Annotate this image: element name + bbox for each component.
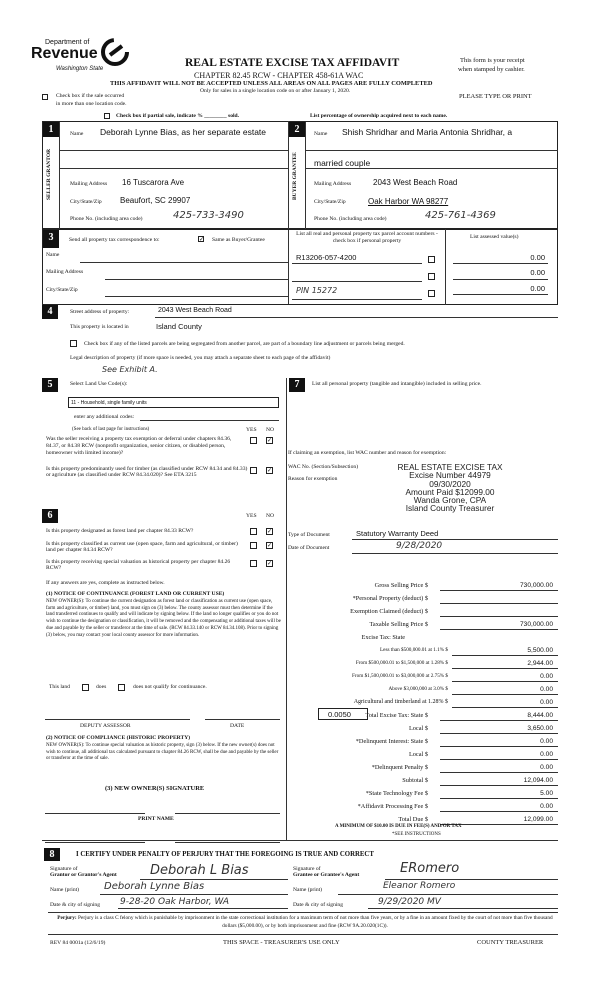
tax-row-value[interactable]: 0.00 bbox=[540, 673, 553, 680]
same-as-buyer-label: Same as Buyer/Grantee bbox=[212, 237, 265, 243]
seller-phone-field[interactable]: 425-733-3490 bbox=[173, 210, 244, 221]
assessed-value-3[interactable]: 0.00 bbox=[530, 284, 545, 293]
logo-revenue: Revenue bbox=[31, 45, 98, 62]
note: Only for sales in a single location code on or after January 1, 2020. bbox=[200, 88, 351, 94]
forest-no-checkbox[interactable]: ✓ bbox=[267, 529, 273, 535]
land-use-label: Select Land Use Code(s): bbox=[70, 381, 128, 387]
print-name-label: PRINT NAME bbox=[138, 816, 174, 822]
grantor-date-city[interactable]: 9-28-20 Oak Harbor, WA bbox=[120, 897, 230, 907]
perjury-bold: Perjury: bbox=[57, 915, 77, 921]
perjury-text: Perjury is a class C felony which is punishable by imprisonment in the state correctional institution for a maximum term of not more than five years, or by a fine in an amount fixed by the court of not more than five thousand dollars ($5,000.00), or by both imprisonment and fine (RCW 9A.20.020(1C)). bbox=[78, 915, 553, 929]
tax-row-value[interactable]: 0.00 bbox=[540, 803, 553, 810]
if-yes-note: If any answers are yes, complete as instructed below. bbox=[46, 580, 165, 586]
exemption-yes-checkbox[interactable] bbox=[250, 437, 257, 444]
grantee-date-city[interactable]: 9/29/2020 MV bbox=[378, 897, 441, 907]
tax-row-value[interactable]: 8,444.00 bbox=[527, 712, 553, 719]
type-print: PLEASE TYPE OR PRINT bbox=[459, 93, 532, 100]
tax-row-label: *Personal Property (deduct) $ bbox=[352, 595, 428, 602]
tax-row-label: Local $ bbox=[408, 725, 428, 732]
tax-row-value[interactable]: 0.00 bbox=[540, 699, 553, 706]
partial-sale-label: Check box if partial sale, indicate % ________ sold. bbox=[116, 113, 240, 119]
grantor-name-label: Name (print) bbox=[50, 887, 80, 893]
tax-row-label: Local $ bbox=[408, 751, 428, 758]
grantor-date-label: Date & city of signing bbox=[50, 902, 101, 908]
personal-property-checkbox-3[interactable] bbox=[428, 290, 435, 297]
timber-no-checkbox[interactable]: ✓ bbox=[267, 468, 273, 474]
tax-row-value[interactable]: 0.00 bbox=[540, 751, 553, 758]
land-use-value: 11 - Household, single family units bbox=[71, 400, 147, 406]
buyer-address-field[interactable]: 2043 West Beach Road bbox=[373, 178, 458, 187]
segregate-checkbox[interactable] bbox=[70, 340, 77, 347]
seller-phone-label: Phone No. (including area code) bbox=[70, 216, 143, 222]
grantee-date-label: Date & city of signing bbox=[293, 902, 344, 908]
logo-emblem-icon bbox=[100, 37, 130, 67]
tax-row-label: Gross Selling Price $ bbox=[374, 582, 428, 589]
grantor-name-print[interactable]: Deborah Lynne Bias bbox=[104, 881, 205, 892]
exemption-question: Was the seller receiving a property tax exemption or deferral under chapters 84.36, 84.37, or 84.38 RCW (nonprofit organization, senior citizen, or disabled person, homeowner with limited income)? bbox=[46, 436, 232, 457]
exemption-label: If claiming an exemption, list WAC number and reason for exemption: bbox=[288, 450, 447, 456]
stamp-line-5: Wanda Grone, CPA bbox=[413, 495, 487, 506]
tax-row-value[interactable]: 0.00 bbox=[540, 686, 553, 693]
tax-row-label: *State Technology Fee $ bbox=[365, 790, 428, 797]
current-use-question: Is this property classified as current use (open space, farm and agricultural, or timber) land per chapter 84.34 RCW? bbox=[46, 541, 238, 553]
same-as-buyer-checkbox[interactable]: ✓ bbox=[199, 237, 205, 243]
stamp-line-4: Amount Paid $12099.00 bbox=[405, 486, 495, 497]
form-subtitle: CHAPTER 82.45 RCW - CHAPTER 458-61A WAC bbox=[194, 71, 364, 80]
compliance-text: NEW OWNER(S): To continue special valuation as historic property, sign (3) below. If the new owner(s) does not wish to continue, all additional tax calculated pursuant to chapter 84.26 RCW, shall be due and payable by the seller or transferor at the time of sale. bbox=[46, 743, 279, 762]
multi-location-label-2: in more than one location code. bbox=[56, 101, 127, 107]
certify-statement: I CERTIFY UNDER PENALTY OF PERJURY THAT THE FOREGOING IS TRUE AND CORRECT bbox=[76, 851, 374, 858]
section-1-number: 1 bbox=[43, 122, 59, 137]
partial-sale-checkbox[interactable] bbox=[104, 113, 110, 119]
reason-label: Reason for exemption bbox=[288, 476, 338, 482]
tax-row-label: Total Excise Tax: State $ bbox=[365, 712, 428, 719]
buyer-name-line-2[interactable]: married couple bbox=[314, 158, 371, 168]
seller-name-label: Name bbox=[70, 131, 84, 137]
section-6-number: 6 bbox=[42, 509, 58, 523]
minimum-note: A MINIMUM OF $10.00 IS DUE IN FEE(S) AND/OR TAX bbox=[335, 824, 462, 829]
section-8-number: 8 bbox=[44, 848, 60, 861]
continuance-title: (1) NOTICE OF CONTINUANCE (FOREST LAND OR CURRENT USE) bbox=[46, 591, 225, 597]
perjury-notice bbox=[52, 915, 558, 930]
date-label: DATE bbox=[230, 723, 245, 729]
tax-row-value[interactable]: 12,099.00 bbox=[523, 816, 553, 823]
receipt-note-2: when stamped by cashier. bbox=[458, 66, 525, 73]
section-4-number: 4 bbox=[42, 305, 58, 319]
this-land-label: This land bbox=[49, 684, 70, 690]
tax-row-label: From $1,500,000.01 to $3,000,000 at 2.75% $ bbox=[352, 673, 448, 679]
tax-row-value[interactable]: 3,650.00 bbox=[527, 725, 553, 732]
wac-label: WAC No. (Section/Subsection) bbox=[288, 464, 359, 470]
grantor-sig-label: Signature of bbox=[50, 866, 78, 872]
yes-header: YES bbox=[246, 427, 257, 433]
treasurer-stamp bbox=[380, 463, 520, 513]
treasurer-use-label: THIS SPACE - TREASURER'S USE ONLY bbox=[223, 939, 340, 946]
historic-yes-checkbox[interactable] bbox=[250, 560, 257, 567]
parcel-header: List all real and personal property tax parcel account numbers - check box if personal property bbox=[296, 231, 438, 245]
does-label: does bbox=[96, 684, 107, 690]
tax-row-label: Above $3,000,000 at 3.0% $ bbox=[388, 686, 448, 692]
form-title: REAL ESTATE EXCISE TAX AFFIDAVIT bbox=[185, 57, 400, 69]
tax-row-label: Exemption Claimed (deduct) $ bbox=[350, 608, 428, 615]
doc-type-label: Type of Document bbox=[288, 532, 330, 538]
doc-type-field[interactable]: Statutory Warranty Deed bbox=[356, 529, 439, 538]
tax-row-label: *Delinquent Penalty $ bbox=[371, 764, 428, 771]
tax-row-label: Taxable Selling Price $ bbox=[369, 621, 428, 628]
buyer-name-label: Name bbox=[314, 131, 328, 137]
new-owner-signature-label: (3) NEW OWNER(S) SIGNATURE bbox=[105, 785, 205, 792]
grantor-sig-label-2: Grantor or Grantor's Agent bbox=[50, 872, 117, 878]
buyer-city-label: City/State/Zip bbox=[314, 199, 346, 205]
buyer-phone-label: Phone No. (including area code) bbox=[314, 216, 387, 222]
historic-no-checkbox[interactable]: ✓ bbox=[267, 561, 273, 567]
timber-yes-checkbox[interactable] bbox=[250, 467, 257, 474]
historic-question: Is this property receiving special valuation as historical property per chapter 84.26 RCW? bbox=[46, 559, 231, 571]
tax-row-label: Less than $500,000.01 at 1.1% $ bbox=[379, 647, 448, 653]
local-rate-box[interactable] bbox=[318, 708, 368, 720]
tax-row-value[interactable]: 5.00 bbox=[540, 790, 553, 797]
corr-address-label: Mailing Address bbox=[46, 269, 84, 275]
forest-question: Is this property designated as forest land per chapter 84.33 RCW? bbox=[46, 528, 194, 534]
personal-property-label: List all personal property (tangible and intangible) included in selling price. bbox=[312, 381, 482, 387]
instructions-note: (See back of last page for instructions) bbox=[72, 427, 150, 432]
logo-dept: Department of bbox=[45, 39, 90, 46]
street-label: Street address of property: bbox=[70, 309, 130, 315]
doc-date-label: Date of Document bbox=[288, 545, 330, 551]
parcel-1[interactable]: R13206-057-4200 bbox=[296, 253, 357, 262]
tax-row-label: *Affidavit Processing Fee $ bbox=[357, 803, 428, 810]
yes-header-6: YES bbox=[246, 513, 257, 519]
current-use-no-checkbox[interactable]: ✓ bbox=[267, 543, 273, 549]
tax-row-value[interactable]: 5,500.00 bbox=[527, 647, 553, 654]
stamp-line-1: REAL ESTATE EXCISE TAX bbox=[397, 462, 503, 472]
doc-date-field[interactable]: 9/28/2020 bbox=[396, 541, 443, 551]
section-5-number: 5 bbox=[42, 378, 58, 392]
see-instructions: *SEE INSTRUCTIONS bbox=[392, 832, 441, 837]
tax-row-label: *Delinquent Interest: State $ bbox=[355, 738, 428, 745]
located-label: This property is located in bbox=[70, 324, 129, 330]
form-revision: REV 84 0001a (12/6/19) bbox=[50, 940, 106, 946]
timber-question: Is this property predominantly used for timber (as classified under RCW 84.34 and 84.33) or agriculture (as classified under RCW 84.34.020)? See ETA 3215 bbox=[46, 466, 248, 478]
correspondence-label: Send all property tax correspondence to: bbox=[69, 237, 160, 243]
multi-location-checkbox[interactable] bbox=[42, 94, 48, 100]
local-rate-value: 0.0050 bbox=[328, 710, 351, 719]
section-7-number: 7 bbox=[289, 378, 305, 392]
stamp-line-3: 09/30/2020 bbox=[429, 478, 471, 489]
exemption-no-checkbox[interactable]: ✓ bbox=[267, 438, 273, 444]
no-header-6: NO bbox=[266, 513, 275, 519]
section-3-number: 3 bbox=[43, 230, 59, 248]
buyer-city-field[interactable]: Oak Harbor WA 98277 bbox=[368, 197, 449, 206]
grantee-sig-label-2: Grantee or Grantee's Agent bbox=[293, 872, 360, 878]
tax-row-value[interactable]: 12,094.00 bbox=[523, 777, 553, 784]
section-2-number: 2 bbox=[289, 122, 305, 137]
county-field[interactable]: Island County bbox=[156, 322, 202, 331]
segregate-label: Check box if any of the listed parcels are being segregated from another parcel, are part of a boundary line adjustment or parcels being merged. bbox=[84, 341, 405, 347]
county-treasurer-label: COUNTY TREASURER bbox=[477, 939, 544, 946]
legal-label: Legal description of property (if more space is needed, you may attach a separate sheet to each page of the affidavit) bbox=[70, 355, 331, 361]
does-qualify-checkbox[interactable] bbox=[82, 684, 89, 691]
tax-row-value[interactable]: 2,944.00 bbox=[527, 660, 553, 667]
tax-row-value[interactable]: 730,000.00 bbox=[519, 621, 553, 628]
grantor-signature[interactable]: Deborah L Bias bbox=[150, 863, 249, 878]
forest-yes-checkbox[interactable] bbox=[250, 528, 257, 535]
grantee-signature[interactable]: ERomero bbox=[400, 861, 460, 876]
grantee-name-label: Name (print) bbox=[293, 887, 323, 893]
continuance-text: NEW OWNER(S): To continue the current designation as forest land or classification as current use (open space, farm and agriculture, or timber) land, you must sign on (3) below. The county assessor must then determine if the land transferred continues to qualify and will indicate by signing below. If the land no longer qualifies or you do not wish to continue the designation or classification, it will be removed and the compensating or additional taxes will be due and payable by the seller or transferor at the time of sale. (RCW 84.33.140 or RCW 84.34.108). Prior to signing (3) below, you may contact your local county assessor for more information. bbox=[46, 599, 281, 638]
tax-row-value[interactable]: 730,000.00 bbox=[519, 582, 553, 589]
land-use-select[interactable] bbox=[68, 397, 279, 408]
assessed-value-2[interactable]: 0.00 bbox=[530, 268, 545, 277]
compliance-title: (2) NOTICE OF COMPLIANCE (HISTORIC PROPERTY) bbox=[46, 735, 191, 741]
tax-row-label: From $500,000.01 to $1,500,000 at 1.28% $ bbox=[355, 660, 448, 666]
grantee-sig-label: Signature of bbox=[293, 866, 321, 872]
stamp-line-6: Island County Treasurer bbox=[405, 503, 495, 514]
current-use-yes-checkbox[interactable] bbox=[250, 542, 257, 549]
does-not-qualify-checkbox[interactable] bbox=[118, 684, 125, 691]
seller-address-field[interactable]: 16 Tuscarora Ave bbox=[122, 178, 185, 187]
buyer-name-field[interactable]: Shish Shridhar and Maria Antonia Shridhar, a bbox=[342, 127, 513, 137]
personal-property-checkbox-2[interactable] bbox=[428, 273, 435, 280]
assessed-value-1[interactable]: 0.00 bbox=[530, 253, 545, 262]
receipt-note: This form is your receipt bbox=[460, 57, 525, 64]
tax-row-label: Agricultural and timberland at 1.28% $ bbox=[353, 699, 448, 705]
tax-row-label: Subtotal $ bbox=[402, 777, 428, 784]
seller-city-label: City/State/Zip bbox=[70, 199, 102, 205]
seller-label: SELLER GRANTOR bbox=[46, 148, 52, 200]
legal-description[interactable]: See Exhibit A. bbox=[102, 365, 158, 374]
personal-property-checkbox-1[interactable] bbox=[428, 256, 435, 263]
tax-row-label: Total Due $ bbox=[398, 816, 428, 823]
grantee-name-print[interactable]: Eleanor Romero bbox=[383, 881, 456, 891]
does-not-label: does not qualify for continuance. bbox=[133, 684, 207, 690]
buyer-phone-field[interactable]: 425-761-4369 bbox=[425, 210, 496, 221]
no-header: NO bbox=[266, 427, 275, 433]
seller-address-label: Mailing Address bbox=[70, 181, 108, 187]
stamp-line-2: Excise Number 44979 bbox=[409, 470, 491, 481]
corr-name-label: Name bbox=[46, 252, 60, 258]
street-field[interactable]: 2043 West Beach Road bbox=[158, 307, 232, 314]
additional-codes-label: enter any additional codes: bbox=[74, 414, 135, 420]
buyer-address-label: Mailing Address bbox=[314, 181, 352, 187]
tax-row-label: Excise Tax: State bbox=[361, 634, 405, 641]
seller-city-field[interactable]: Beaufort, SC 29907 bbox=[120, 196, 191, 205]
tax-row-value[interactable]: 0.00 bbox=[540, 764, 553, 771]
deputy-assessor-label: DEPUTY ASSESSOR bbox=[80, 723, 131, 729]
warning: THIS AFFIDAVIT WILL NOT BE ACCEPTED UNLESS ALL AREAS ON ALL PAGES ARE FULLY COMPLETED bbox=[110, 80, 433, 87]
multi-location-label: Check box if the sale occurred bbox=[56, 93, 125, 99]
logo-state: Washington State bbox=[56, 66, 104, 72]
corr-city-label: City/State/Zip bbox=[46, 287, 78, 293]
tax-row-value[interactable]: 0.00 bbox=[540, 738, 553, 745]
parcel-3[interactable]: PIN 15272 bbox=[296, 286, 338, 295]
ownership-note: List percentage of ownership acquired next to each name. bbox=[310, 113, 448, 119]
assessed-header: List assessed value(s) bbox=[470, 234, 519, 240]
seller-name-field[interactable]: Deborah Lynne Bias, as her separate estate bbox=[100, 127, 267, 137]
buyer-label: BUYER GRANTEE bbox=[292, 152, 298, 200]
